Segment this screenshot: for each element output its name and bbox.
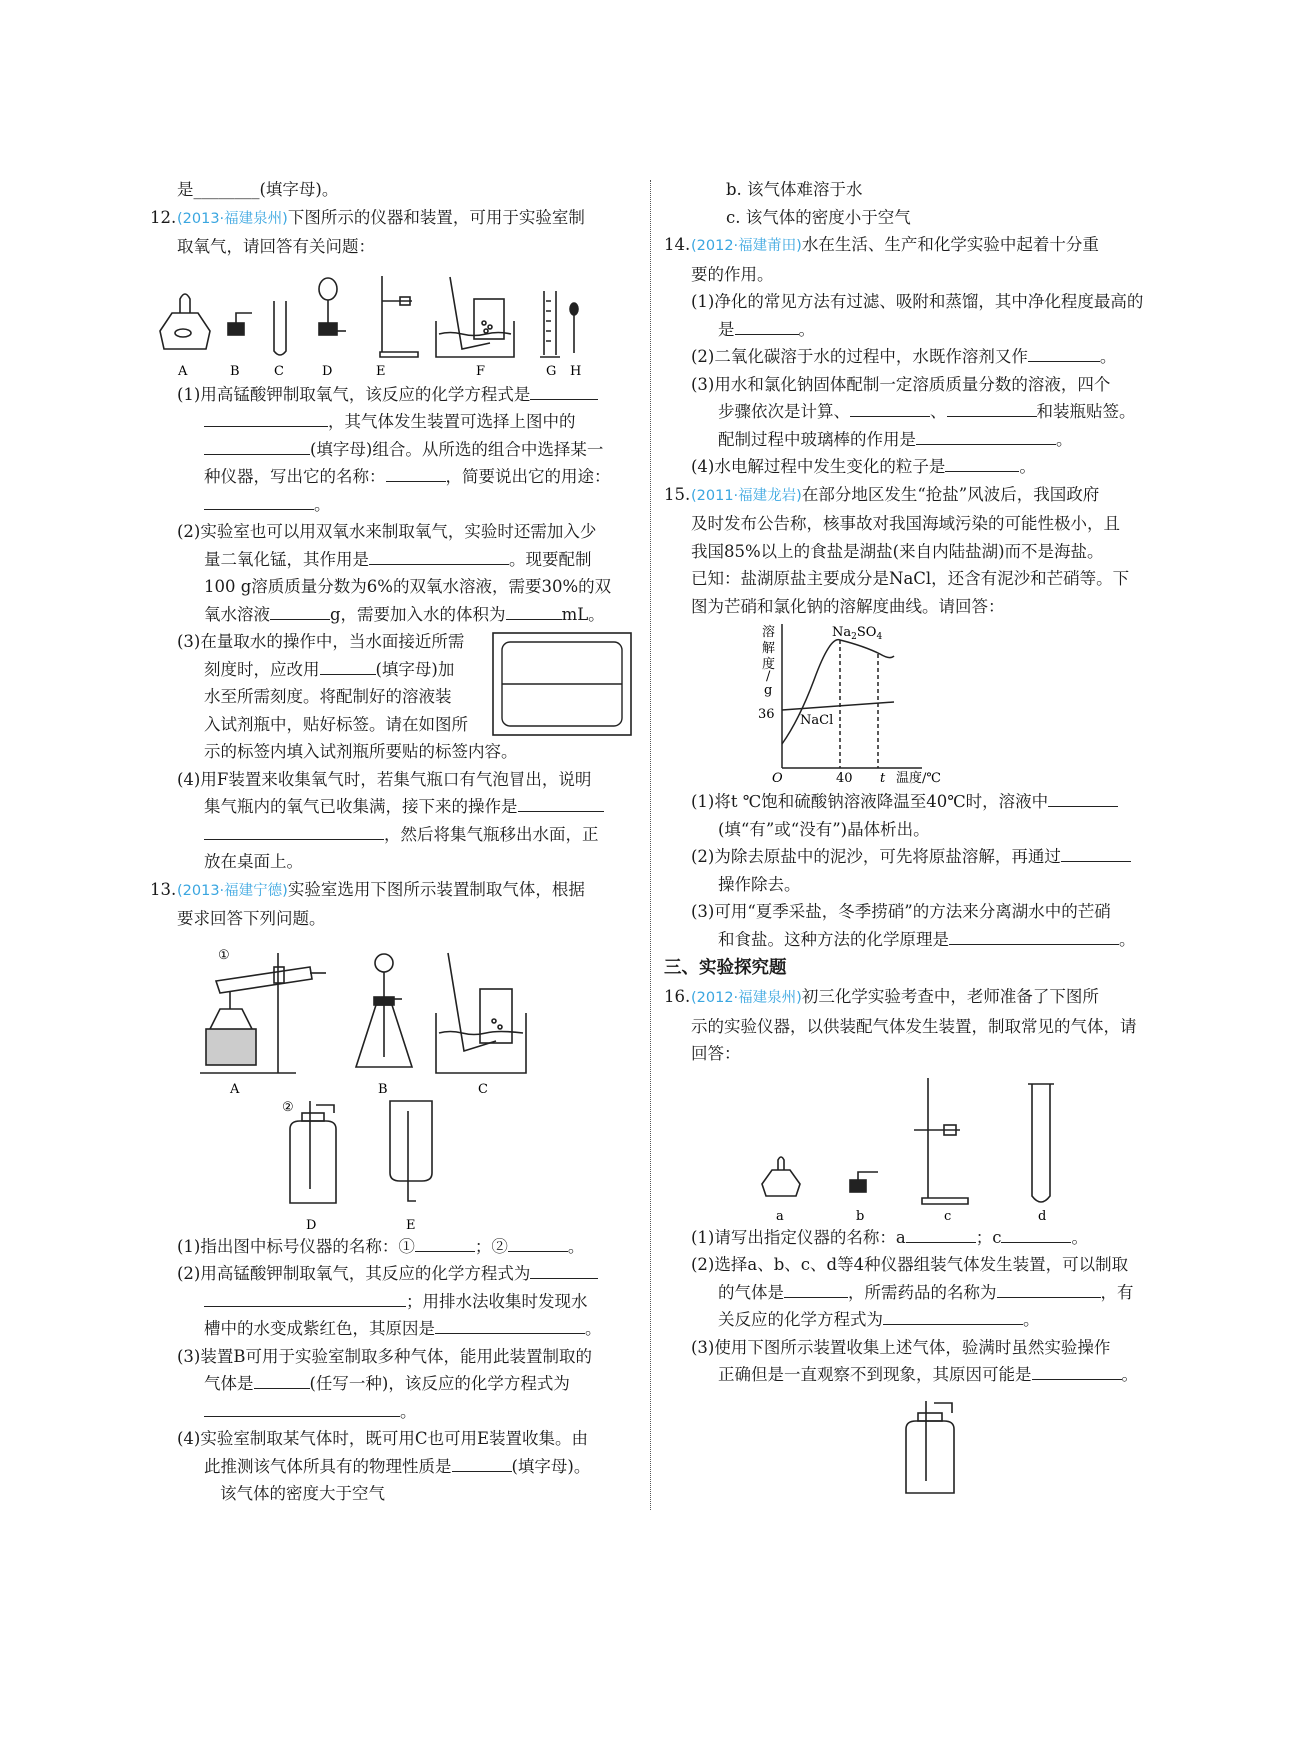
alcohol-lamp-icon xyxy=(160,294,210,349)
graduated-cylinder-icon xyxy=(540,291,560,357)
label-b: B xyxy=(378,1081,388,1097)
right-column xyxy=(664,176,1162,1499)
text: ；② xyxy=(474,1236,508,1256)
label-d: D xyxy=(306,1217,317,1233)
dropper-icon xyxy=(570,303,578,353)
y-label-char: 解 xyxy=(762,641,776,656)
question-number: 15. xyxy=(664,484,691,504)
test-tube-icon xyxy=(1028,1084,1054,1202)
answer-blank[interactable] xyxy=(949,926,1119,945)
text: ，所需药品的名称为 xyxy=(848,1282,997,1302)
answer-blank[interactable] xyxy=(435,1315,585,1334)
question-stem: 要求回答下列问题。 xyxy=(177,909,326,928)
gas-bottle-icon xyxy=(906,1401,954,1493)
question-source: (2013·福建泉州) xyxy=(177,210,288,227)
question-number: 14. xyxy=(664,235,691,254)
iron-stand-icon xyxy=(380,276,418,357)
text: 刻度时，应改用 xyxy=(204,659,320,679)
x-tick-40: 40 xyxy=(836,771,853,786)
text: (2)选择a、b、c、d等4种仪器组装气体发生装置，可以制取 xyxy=(691,1255,1129,1274)
text: (填字母)加 xyxy=(375,659,455,679)
label-d: D xyxy=(322,363,333,379)
text: (2)实验室也可以用双氧水来制取氧气，实验时还需加入少 xyxy=(177,522,597,541)
text: 集气瓶内的氧气已收集满，接下来的操作是 xyxy=(204,797,518,816)
section-title: 三、实验探究题 xyxy=(664,958,787,978)
text: 图为芒硝和氯化钠的溶解度曲线。请回答： xyxy=(691,596,1005,616)
text: 操作除去。 xyxy=(718,874,801,894)
origin-label: O xyxy=(772,771,783,786)
text: 。 xyxy=(1056,429,1073,449)
answer-blank[interactable] xyxy=(916,426,1056,445)
answer-blank[interactable] xyxy=(735,316,799,335)
label-f: F xyxy=(476,363,486,379)
text: 。 xyxy=(1121,1365,1138,1384)
label-g: G xyxy=(546,363,557,379)
answer-blank[interactable] xyxy=(254,1370,310,1389)
answer-blank[interactable] xyxy=(369,546,509,565)
series-nacl-curve xyxy=(782,702,894,710)
text: 此推测该气体所具有的物理性质是 xyxy=(204,1456,452,1476)
alcohol-lamp-icon xyxy=(762,1157,800,1196)
answer-blank[interactable] xyxy=(1001,1224,1071,1243)
water-trough-icon xyxy=(436,953,526,1073)
gas-bottle-upright-icon xyxy=(290,1101,336,1203)
text: (任写一种)，该反应的化学方程式为 xyxy=(309,1374,570,1393)
text: 氧水溶液 xyxy=(204,604,270,624)
text: 关反应的化学方程式为 xyxy=(718,1310,883,1329)
text: (4)用F装置来收集氧气时，若集气瓶口有气泡冒出，说明 xyxy=(177,769,592,789)
text: (1)净化的常见方法有过滤、吸附和蒸馏，其中净化程度最高的 xyxy=(691,292,1144,311)
text: 放在桌面上。 xyxy=(204,852,303,871)
stopper-tube-icon xyxy=(850,1172,878,1192)
answer-blank[interactable] xyxy=(1032,1361,1122,1380)
series-na2so4-label: $Na_2SO_4$ xyxy=(832,625,883,642)
label-e: E xyxy=(406,1217,416,1233)
text: 。 xyxy=(585,1319,602,1338)
text: g，需要加入水的体积为 xyxy=(330,604,506,624)
y-tick: 36 xyxy=(758,707,775,722)
question-14: 14.(2012·福建莆田)水在生活、生产和化学实验中起着十分重 要的作用。 (1)净化的常见方法有过滤、吸附和蒸馏，其中净化程度最高的 是 。 (2)二氧化碳溶于水的过程中，水既作溶剂又作 。 (3)用水和氯化钠固体配制一定溶质质量分数的溶液，四个 步骤依次是计算、 、 和装瓶贴签。 配制过程中玻璃棒的作用是 。 (4)水电解过程中发生变化的粒子是 。 xyxy=(664,231,1162,481)
question-stem: 在部分地区发生“抢盐”风波后，我国政府 xyxy=(801,484,1100,504)
text: 是 xyxy=(718,319,735,339)
mark-1: ① xyxy=(218,947,230,963)
text: ，简要说出它的用途： xyxy=(445,467,611,486)
text: 。现要配制 xyxy=(509,549,592,569)
answer-blank[interactable] xyxy=(508,1233,568,1252)
text: (1)用高锰酸钾制取氧气，该反应的化学方程式是 xyxy=(177,384,531,404)
y-label-char: g xyxy=(764,683,773,698)
text: (填字母)组合。从所选的组合中选择某一 xyxy=(310,439,604,459)
text: ；用排水法收集时发现水 xyxy=(406,1291,588,1311)
answer-blank[interactable] xyxy=(452,1453,512,1472)
answer-blank[interactable] xyxy=(320,656,376,675)
label-b: b xyxy=(856,1208,865,1224)
label-c: C xyxy=(274,363,284,379)
answer-blank[interactable] xyxy=(204,1398,400,1417)
water-trough-icon xyxy=(436,277,514,357)
question-source: (2011·福建龙岩) xyxy=(691,487,802,504)
text: (2)二氧化碳溶于水的过程中，水既作溶剂又作 xyxy=(691,347,1028,366)
text: 槽中的水变成紫红色，其原因是 xyxy=(204,1319,435,1338)
label-a: A xyxy=(230,1081,240,1097)
answer-blank[interactable] xyxy=(947,398,1037,417)
y-label-char: 溶 xyxy=(762,625,776,640)
label-b: B xyxy=(230,363,240,379)
question-13 xyxy=(150,876,636,1508)
continuation-line: 是________(填字母)。 xyxy=(177,180,339,199)
text: 水至所需刻度。将配制好的溶液装 xyxy=(204,687,452,706)
text: ，然后将集气瓶移出水面，正 xyxy=(384,824,599,844)
text: (1)指出图中标号仪器的名称：① xyxy=(177,1236,415,1256)
question-source: (2013·福建宁德) xyxy=(177,882,288,899)
answer-blank[interactable] xyxy=(270,601,330,620)
label-a: a xyxy=(776,1208,784,1224)
text: 。 xyxy=(567,1236,585,1256)
y-label-char: 度 xyxy=(762,657,776,672)
label-d: d xyxy=(1038,1208,1047,1224)
answer-blank[interactable] xyxy=(997,1279,1101,1298)
text: (3)装置B可用于实验室制取多种气体，能用此装置制取的 xyxy=(177,1346,592,1366)
text: 。 xyxy=(1119,929,1136,949)
text: (1)请写出指定仪器的名称：a xyxy=(691,1227,906,1247)
left-column xyxy=(150,176,636,1508)
question-stem: 实验室选用下图所示装置制取气体，根据 xyxy=(287,879,585,899)
question-stem: 取氧气，请回答有关问题： xyxy=(177,237,375,256)
text: (2)为除去原盐中的泥沙，可先将原盐溶解，再通过 xyxy=(691,847,1061,866)
question-source: (2012·福建莆田) xyxy=(691,238,802,254)
answer-blank[interactable] xyxy=(850,398,930,417)
answer-blank[interactable] xyxy=(883,1306,1023,1325)
text: 量二氧化锰，其作用是 xyxy=(204,549,369,569)
text: ，其气体发生装置可选择上图中的 xyxy=(328,412,576,431)
answer-blank[interactable] xyxy=(518,793,604,812)
text: ，有 xyxy=(1100,1282,1134,1302)
text: (2)用高锰酸钾制取氧气，其反应的化学方程式为 xyxy=(177,1264,531,1283)
text: 。 xyxy=(400,1401,417,1421)
series-nacl-label: NaCl xyxy=(800,713,834,728)
text: 已知：盐湖原盐主要成分是NaCl，还含有泥沙和芒硝等。下 xyxy=(691,569,1130,588)
collection-bottle-figure xyxy=(664,1389,1162,1499)
answer-blank[interactable] xyxy=(530,1260,598,1279)
answer-blank[interactable] xyxy=(1028,343,1100,362)
iron-stand-icon xyxy=(914,1078,968,1204)
question-stem: 示的实验仪器，以供装配气体发生装置，制取常见的气体，请 xyxy=(691,1016,1137,1036)
apparatus-figure-q16 xyxy=(664,1068,1162,1224)
answer-blank[interactable] xyxy=(906,1224,976,1243)
question-stem: 水在生活、生产和化学实验中起着十分重 xyxy=(801,235,1099,254)
question-12 xyxy=(150,204,636,876)
text: 。 xyxy=(314,494,331,514)
question-number: 16. xyxy=(664,987,691,1006)
mark-2: ② xyxy=(282,1099,294,1115)
answer-blank[interactable] xyxy=(530,381,598,400)
text: 的气体是 xyxy=(718,1282,784,1302)
text: (3)可用“夏季采盐，冬季捞硝”的方法来分离湖水中的芒硝 xyxy=(691,902,1111,921)
heating-apparatus-icon xyxy=(200,953,326,1073)
apparatus-figure-q13 xyxy=(150,933,636,1233)
question-stem: 回答： xyxy=(691,1044,741,1063)
label-h: H xyxy=(570,363,582,379)
x-axis-label: 温度/℃ xyxy=(896,771,941,786)
question-stem: 下图所示的仪器和装置，可用于实验室制 xyxy=(287,207,585,227)
test-tube-icon xyxy=(274,301,286,355)
text: 配制过程中玻璃棒的作用是 xyxy=(718,429,916,449)
column-divider xyxy=(650,180,651,1510)
solubility-chart xyxy=(744,620,1242,788)
apparatus-figure-q12 xyxy=(150,261,636,381)
series-na2so4-curve xyxy=(782,640,894,744)
flask-funnel-icon xyxy=(356,954,412,1067)
text: mL。 xyxy=(561,604,605,624)
text: (4)水电解过程中发生变化的粒子是 xyxy=(691,457,946,476)
question-number: 12. xyxy=(150,207,177,227)
text: (填“有”或“没有”)晶体析出。 xyxy=(718,819,930,839)
answer-blank[interactable] xyxy=(415,1233,475,1252)
label-a: A xyxy=(178,363,188,379)
answer-blank[interactable] xyxy=(204,408,328,427)
text: 100 g溶质质量分数为6%的双氧水溶液，需要30%的双 xyxy=(204,577,612,596)
label-c: C xyxy=(478,1081,488,1097)
text: (填字母)。 xyxy=(511,1456,591,1476)
question-source: (2012·福建泉州) xyxy=(691,990,802,1006)
text: (3)使用下图所示装置收集上述气体，验满时虽然实验操作 xyxy=(691,1337,1111,1357)
answer-blank[interactable] xyxy=(784,1279,848,1298)
answer-blank[interactable] xyxy=(204,436,310,455)
text: 。 xyxy=(1019,457,1036,476)
text: 我国85%以上的食盐是湖盐(来自内陆盐湖)而不是海盐。 xyxy=(691,541,1104,561)
question-stem: 初三化学实验考查中，老师准备了下图所 xyxy=(801,987,1099,1006)
funnel-stopper-icon xyxy=(319,278,346,335)
text: 步骤依次是计算、 xyxy=(718,402,850,421)
x-tick-t: t xyxy=(880,771,886,786)
text: 。 xyxy=(1099,347,1117,366)
answer-blank[interactable] xyxy=(506,601,562,620)
text: ；c xyxy=(975,1227,1002,1247)
reagent-label-box[interactable] xyxy=(492,632,632,736)
answer-blank[interactable] xyxy=(945,453,1019,472)
text: 气体是 xyxy=(204,1374,254,1393)
answer-blank[interactable] xyxy=(386,463,446,482)
question-15 xyxy=(664,481,1162,954)
option-b: b. 该气体难溶于水 xyxy=(726,180,863,199)
text: (3)用水和氯化钠固体配制一定溶质质量分数的溶液，四个 xyxy=(691,374,1111,394)
label-e: E xyxy=(376,363,386,379)
question-stem: 要的作用。 xyxy=(691,264,774,284)
text: 。 xyxy=(1023,1310,1040,1329)
question-16 xyxy=(664,983,1162,1499)
text: 和装瓶贴签。 xyxy=(1036,402,1136,421)
question-number: 13. xyxy=(150,879,177,899)
text: 正确但是一直观察不到现象，其原因可能是 xyxy=(718,1365,1032,1384)
y-label-char: / xyxy=(766,669,771,684)
text: 示的标签内填入试剂瓶所要贴的标签内容。 xyxy=(204,742,518,761)
label-c: c xyxy=(944,1208,952,1224)
answer-blank[interactable] xyxy=(204,1288,406,1307)
answer-blank[interactable] xyxy=(1048,788,1118,807)
text: (1)将t ℃饱和硫酸钠溶液降温至40℃时，溶液中 xyxy=(691,792,1049,811)
option-c: c. 该气体的密度小于空气 xyxy=(726,207,911,227)
text: 及时发布公告称，核事故对我国海域污染的可能性极小，且 xyxy=(691,514,1120,533)
text: 和食盐。这种方法的化学原理是 xyxy=(718,929,949,949)
answer-blank[interactable] xyxy=(204,491,314,510)
stopper-tube-icon xyxy=(228,313,252,335)
answer-blank[interactable] xyxy=(204,821,384,840)
text: (4)实验室制取某气体时，既可用C也可用E装置收集。由 xyxy=(177,1429,589,1448)
text: 该气体的密度大于空气 xyxy=(220,1484,385,1503)
answer-blank[interactable] xyxy=(1061,843,1131,862)
text: 入试剂瓶中，贴好标签。请在如图所 xyxy=(204,714,468,734)
text: 种仪器，写出它的名称： xyxy=(204,467,386,486)
text: 、 xyxy=(930,402,947,421)
text: (3)在量取水的操作中，当水面接近所需 xyxy=(177,632,465,651)
text: 。 xyxy=(1071,1227,1088,1247)
gas-bottle-inverted-icon xyxy=(390,1101,432,1201)
